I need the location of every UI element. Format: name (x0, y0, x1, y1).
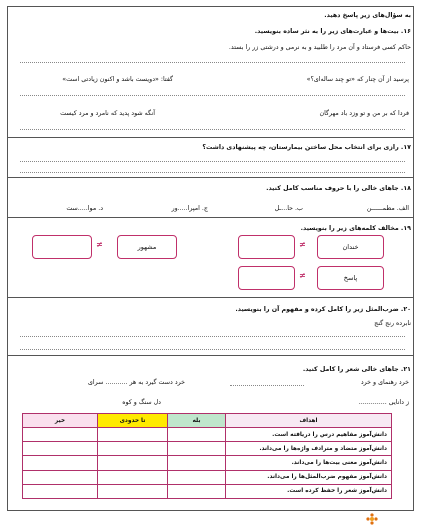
q17-question: ۱۷. رازی برای انتخاب محل ساختن بیمارستان، چه پیشنهادی داشت؟ (202, 144, 411, 151)
q21-row2-left: دل سنگ و کوه (122, 399, 161, 406)
cell-no[interactable] (23, 470, 98, 484)
blank-line[interactable] (230, 385, 304, 386)
answer-line[interactable] (20, 62, 405, 63)
criterion-3: دانش‌آموز معنی بیت‌ها را می‌داند. (226, 456, 392, 470)
table-row (23, 484, 392, 498)
flower-logo-icon (366, 513, 378, 525)
not-equal-icon: ≠ (96, 240, 103, 249)
q21-row1-right: خرد رهنمای و خرد (360, 379, 409, 386)
q16-sentence: حاکم کسی فرستاد و آن مرد را طلبید و به نرمی و درشتی زر را بستد. (228, 44, 411, 51)
table-row (23, 470, 392, 484)
answer-line[interactable] (20, 349, 405, 350)
word-box-khandan: خندان (317, 235, 384, 259)
cell-no[interactable] (23, 456, 98, 470)
criterion-2: دانش‌آموز متضاد و مترادف واژه‌ها را می‌داند. (226, 442, 392, 456)
answer-line[interactable] (20, 336, 405, 337)
q19-instruction: ۱۹. مخالف کلمه‌های زیر را بنویسید. (300, 225, 411, 232)
answer-line[interactable] (20, 95, 405, 96)
cell-no[interactable] (23, 428, 98, 442)
table-row (23, 442, 392, 456)
word-box-mashhur: مشهور (117, 235, 177, 259)
q18-instruction: ۱۸. جاهای خالی را با حروف مناسب کامل کنید. (266, 185, 411, 192)
cell-yes[interactable] (168, 484, 226, 498)
answer-box[interactable] (238, 235, 295, 259)
table-row (23, 456, 392, 470)
word-box-pasokh: پاسخ (317, 266, 384, 290)
cell-yes[interactable] (168, 442, 226, 456)
cell-partial[interactable] (98, 470, 168, 484)
q21-row1-left: خرد دست گیرد به هر ........... سرای (88, 379, 185, 386)
q20-proverb: نابرده رنج گنج (374, 320, 411, 327)
q20-instruction: ۲۰. ضرب‌المثل زیر را کامل کرده و مفهوم آن را بنویسید. (235, 306, 411, 313)
header-goals: اهداف (226, 414, 392, 428)
not-equal-icon: ≠ (299, 271, 306, 280)
q18-item-d: د. موا.....ست (66, 205, 103, 212)
q16-verse1-right: پرسید از آن چنار که «تو چند ساله‌ای؟» (306, 76, 409, 83)
q18-item-c: ج. امپرا.....ور (171, 205, 208, 212)
q16-verse2-left: آنگه شود پدید که نامرد و مرد کیست (60, 110, 155, 117)
cell-partial[interactable] (98, 442, 168, 456)
criterion-1: دانش‌آموز مفاهیم درس را دریافته است. (226, 428, 392, 442)
q18-item-b: ب. حا...ـل (274, 205, 303, 212)
q21-instruction: ۲۱. جاهای خالی شعر را کامل کنید. (302, 366, 411, 373)
cell-partial[interactable] (98, 484, 168, 498)
cell-yes[interactable] (168, 428, 226, 442)
cell-yes[interactable] (168, 456, 226, 470)
criterion-4: دانش‌آموز مفهوم ضرب‌المثل‌ها را می‌داند. (226, 470, 392, 484)
answer-line[interactable] (20, 129, 405, 130)
cell-partial[interactable] (98, 428, 168, 442)
answer-box[interactable] (32, 235, 92, 259)
cell-partial[interactable] (98, 456, 168, 470)
q21-row2-right: ز دانایی .............. (358, 399, 409, 406)
criterion-5: دانش‌آموز شعر را حفظ کرده است. (226, 484, 392, 498)
answer-line[interactable] (20, 172, 405, 173)
table-row (23, 428, 392, 442)
q18-item-a: الف. مطمـ‌‌‌ـــــن (366, 205, 409, 212)
header-no: خیر (23, 414, 98, 428)
header-partial: تا حدودی (98, 414, 168, 428)
not-equal-icon: ≠ (299, 240, 306, 249)
q16-heading: به سؤال‌های زیر پاسخ دهید. (324, 12, 411, 19)
rubric-header-row (23, 414, 392, 428)
q16-verse2-right: فردا که بر من و تو وزد باد مهرگان (319, 110, 409, 117)
cell-yes[interactable] (168, 470, 226, 484)
q16-verse1-left: گفتا: «دویست باشد و اکنون زیادتی است» (62, 76, 173, 83)
cell-no[interactable] (23, 484, 98, 498)
section-q16 (7, 6, 414, 138)
answer-line[interactable] (20, 161, 405, 162)
q16-instruction: ۱۶. بیت‌ها و عبارت‌های زیر را به نثر ساده بنویسید. (254, 28, 411, 35)
rubric-table (22, 413, 392, 499)
header-yes: بله (168, 414, 226, 428)
cell-no[interactable] (23, 442, 98, 456)
answer-box[interactable] (238, 266, 295, 290)
